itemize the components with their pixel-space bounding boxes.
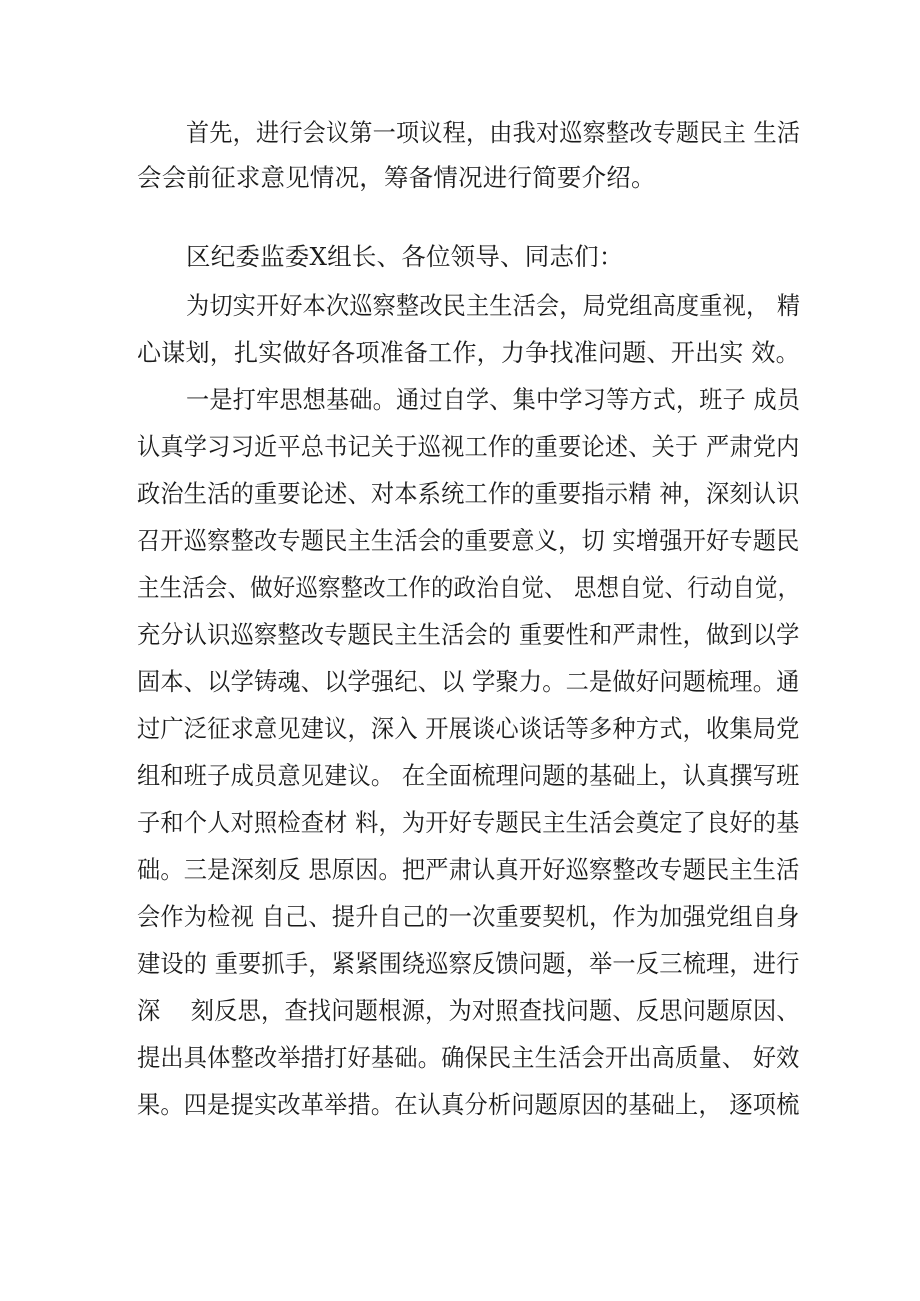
text-line-8: 政治生活的重要论述、对本系统工作的重要指示精 神，深刻认识 — [137, 479, 800, 508]
text-line-10: 主生活会、做好巡察整改工作的政治自觉、 思想自觉、行动自觉， — [137, 573, 801, 602]
text-line-2: 会会前征求意见情况，筹备情况进行简要介绍。 — [137, 163, 656, 192]
text-line-21: 果。四是提实改革举措。在认真分析问题原因的基础上， 逐项梳 — [137, 1090, 800, 1119]
text-line-9: 召开巡察整改专题民主生活会的重要意义，切 实增强开好专题民 — [137, 526, 800, 555]
text-line-3: 区纪委监委X组长、各位领导、同志们： — [186, 242, 624, 271]
text-line-16: 础。三是深刻反 思原因。把严肃认真开好巡察整改专题民主生活 — [137, 855, 800, 884]
text-line-12: 固本、以学铸魂、以学强纪、以 学聚力。二是做好问题梳理。通 — [137, 667, 800, 696]
text-line-5: 心谋划，扎实做好各项准备工作，力争找准问题、开出实 效。 — [137, 338, 800, 367]
text-line-4: 为切实开好本次巡察整改民主生活会，局党组高度重视， 精 — [186, 291, 801, 320]
text-line-14: 组和班子成员意见建议。 在全面梳理问题的基础上，认真撰写班 — [137, 761, 800, 790]
text-line-7: 认真学习习近平总书记关于巡视工作的重要论述、关于 严肃党内 — [137, 432, 800, 461]
text-line-13: 过广泛征求意见建议，深入 开展谈心谈话等多种方式，收集局党 — [137, 714, 800, 743]
text-line-19: 深 刻反思，查找问题根源，为对照查找问题、反思问题原因、 — [137, 996, 800, 1025]
text-line-6: 一是打牢思想基础。通过自学、集中学习等方式，班子 成员 — [186, 385, 801, 414]
text-line-20: 提出具体整改举措打好基础。确保民主生活会开出高质量、 好效 — [137, 1043, 800, 1072]
text-line-17: 会作为检视 自己、提升自己的一次重要契机，作为加强党组自身 — [137, 902, 800, 931]
text-line-1: 首先，进行会议第一项议程，由我对巡察整改专题民主 生活 — [186, 118, 801, 147]
text-line-18: 建设的 重要抓手，紧紧围绕巡察反馈问题，举一反三梳理，进行 — [137, 949, 800, 978]
text-line-15: 子和个人对照检查材 料，为开好专题民主生活会奠定了良好的基 — [137, 808, 800, 837]
text-line-11: 充分认识巡察整改专题民主生活会的 重要性和严肃性，做到以学 — [137, 620, 800, 649]
